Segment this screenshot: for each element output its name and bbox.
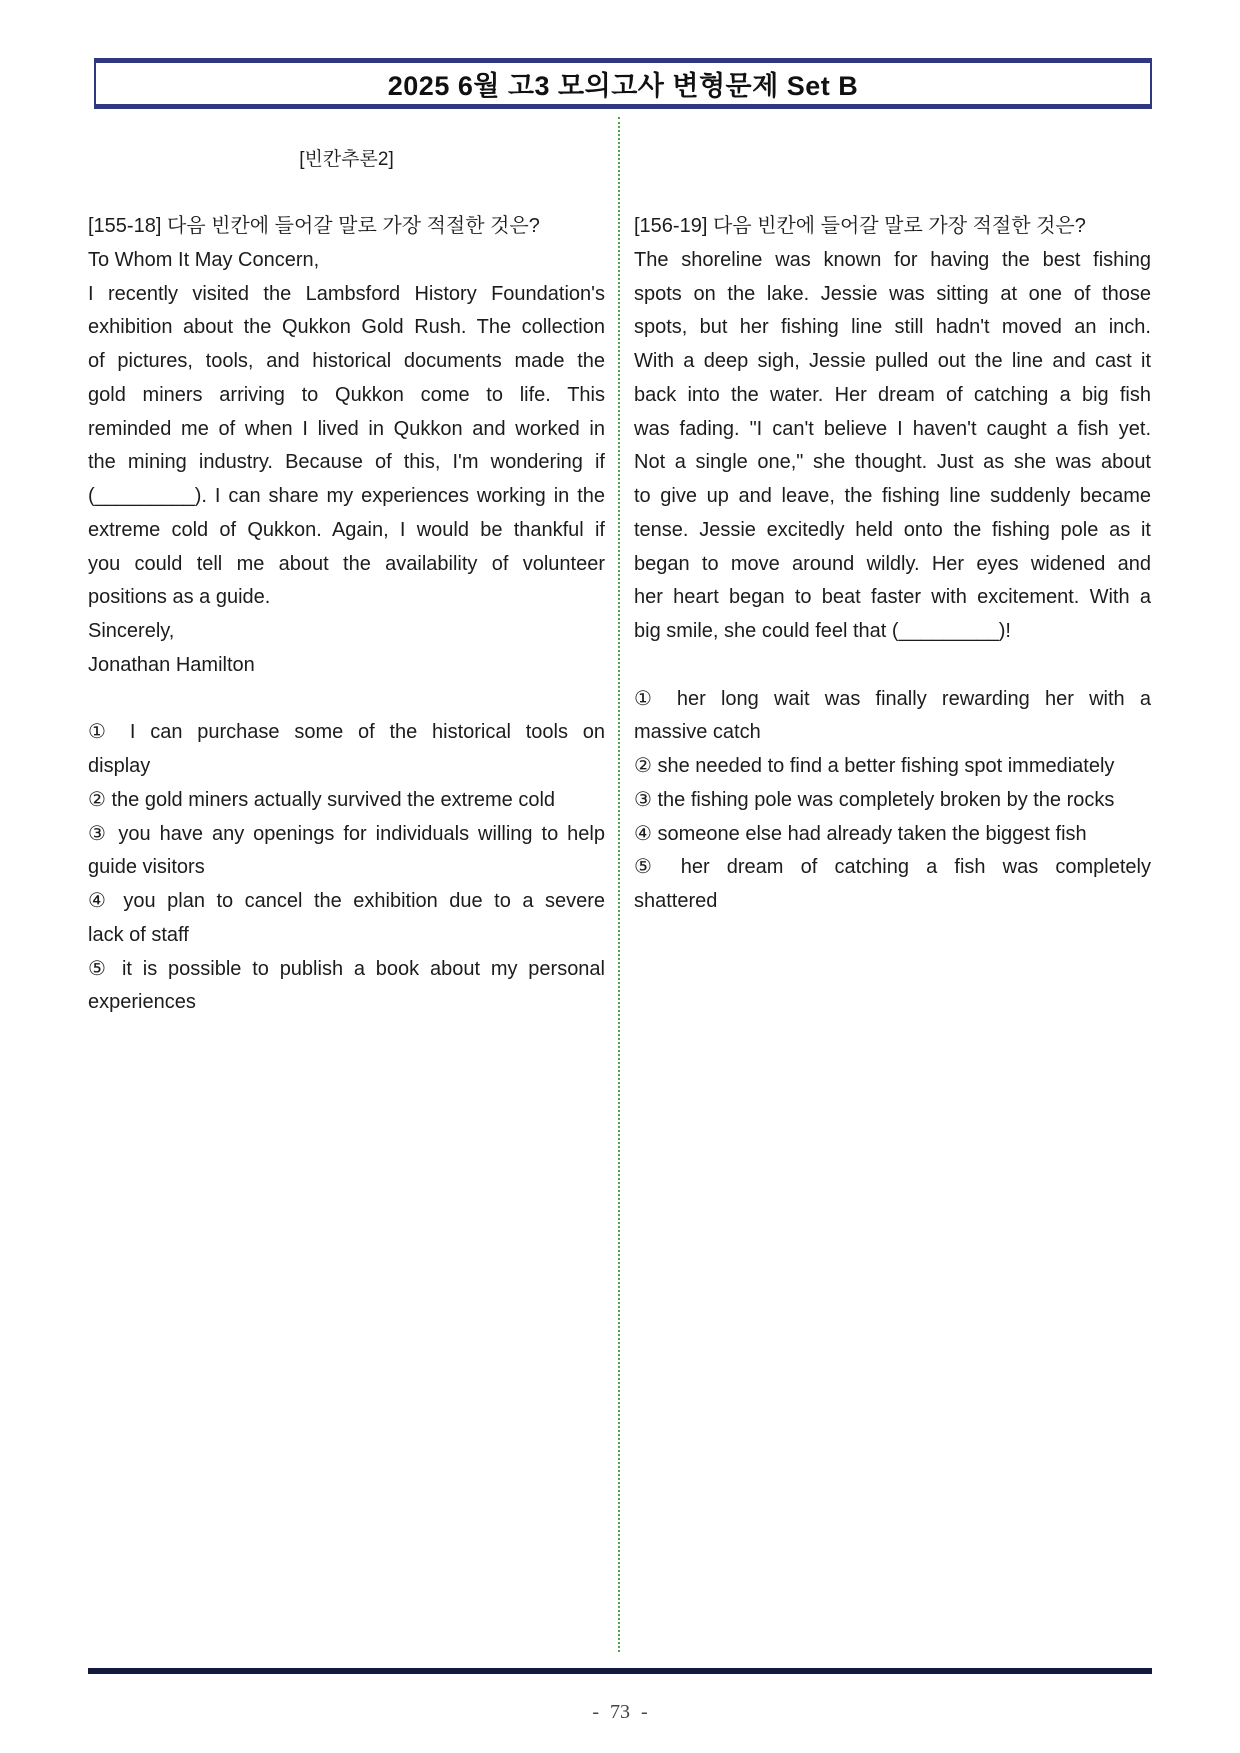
passage-line: The shoreline was known for having the best fishing <box>634 248 1151 271</box>
option-4 <box>88 885 605 953</box>
passage-line: gold miners arriving to Qukkon come to life. This <box>88 383 605 406</box>
option-5 <box>634 851 1151 919</box>
question-prompt: [156-19] 다음 빈칸에 들어갈 말로 가장 적절한 것은? <box>634 215 1086 237</box>
passage-line: her heart began to beat faster with excitement. With a <box>634 586 1151 609</box>
option-line: shattered <box>634 890 718 912</box>
question-155-18 <box>88 210 605 1020</box>
option-3 <box>88 818 605 886</box>
passage-line: the mining industry. Because of this, I'm wondering if <box>88 451 605 474</box>
passage-line: spots, but her fishing line still hadn't moved an inch. <box>634 316 1151 339</box>
option-3 <box>634 784 1151 818</box>
option-2 <box>88 784 605 818</box>
passage-line: I recently visited the Lambsford History Foundation's <box>88 282 605 305</box>
passage-line: back into the water. Her dream of catching a big fish <box>634 383 1151 406</box>
option-2 <box>634 750 1151 784</box>
page-header-box <box>94 58 1152 109</box>
letter-salutation: To Whom It May Concern, <box>88 248 320 271</box>
letter-signature: Jonathan Hamilton <box>88 653 255 676</box>
passage-line: to give up and leave, the fishing line suddenly became <box>634 485 1151 507</box>
passage-line: Not a single one," she thought. Just as she was about <box>634 451 1151 474</box>
passage-line: was fading. "I can't believe I haven't caught a fish yet. <box>634 417 1151 440</box>
passage-line: extreme cold of Qukkon. Again, I would be thankful if <box>88 518 605 541</box>
passage-line: of pictures, tools, and historical documents made the <box>88 350 605 372</box>
footer-rule <box>88 1668 1152 1674</box>
letter-closing: Sincerely, <box>88 620 175 642</box>
page-title: 2025 6월 고3 모의고사 변형문제 Set B <box>387 71 859 101</box>
answer-options <box>634 683 1151 919</box>
option-line: ③ you have any openings for individuals willing to help <box>88 822 605 845</box>
passage-line: tense. Jessie excitedly held onto the fishing pole as it <box>634 518 1151 541</box>
option-line: lack of staff <box>88 923 189 946</box>
option-line: guide visitors <box>88 856 205 879</box>
question-156-19 <box>634 210 1151 919</box>
option-line: massive catch <box>634 721 761 744</box>
option-5 <box>88 953 605 1021</box>
option-1 <box>634 683 1151 751</box>
passage <box>634 244 1151 649</box>
option-line: ⑤ her dream of catching a fish was completely <box>634 856 1151 879</box>
passage-line: With a deep sigh, Jessie pulled out the line and cast it <box>634 350 1151 372</box>
passage-line: began to move around wildly. Her eyes widened and <box>634 552 1151 575</box>
passage-line: reminded me of when I lived in Qukkon and worked in <box>88 417 605 440</box>
option-4 <box>634 818 1151 852</box>
option-line: ③ the fishing pole was completely broken by the rocks <box>634 788 1115 811</box>
page-number: - 73 - <box>592 1701 648 1723</box>
option-line: ② the gold miners actually survived the extreme cold <box>88 788 556 811</box>
option-line: experiences <box>88 991 196 1014</box>
question-prompt: [155-18] 다음 빈칸에 들어갈 말로 가장 적절한 것은? <box>88 215 540 237</box>
option-line: ① I can purchase some of the historical tools on <box>88 721 605 744</box>
passage-line: you could tell me about the availability of volunteer <box>88 552 605 575</box>
passage-line: exhibition about the Qukkon Gold Rush. The collection <box>88 316 605 339</box>
passage-line: spots on the lake. Jessie was sitting at one of those <box>634 282 1151 305</box>
option-line: ⑤ it is possible to publish a book about my personal <box>88 957 605 980</box>
option-line: ② she needed to find a better fishing spot immediately <box>634 755 1115 777</box>
passage <box>88 278 605 616</box>
passage-line: (_________). I can share my experiences working in the <box>88 485 605 507</box>
blank-line <box>88 683 605 717</box>
option-line: display <box>88 755 151 777</box>
option-line: ④ you plan to cancel the exhibition due to a severe <box>88 890 605 912</box>
answer-options <box>88 716 605 1020</box>
passage-line: positions as a guide. <box>88 586 271 609</box>
option-line: ① her long wait was finally rewarding her with a <box>634 687 1151 710</box>
blank-line <box>634 649 1151 683</box>
section-label: [빈칸추론2] <box>299 149 394 170</box>
option-line: ④ someone else had already taken the biggest fish <box>634 822 1087 845</box>
option-1 <box>88 716 605 784</box>
passage-line: big smile, she could feel that (_________)! <box>634 620 1011 642</box>
column-divider <box>618 117 620 1652</box>
